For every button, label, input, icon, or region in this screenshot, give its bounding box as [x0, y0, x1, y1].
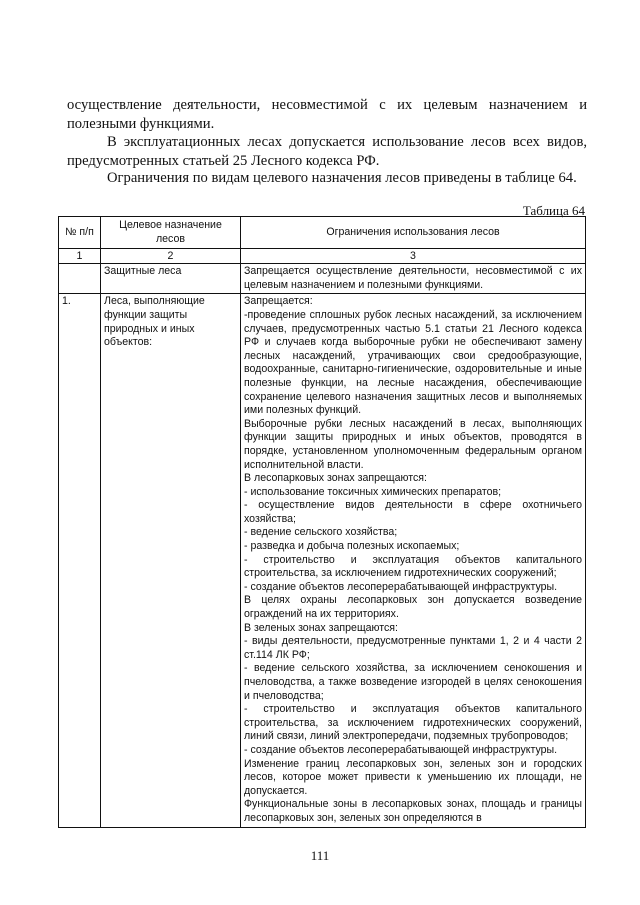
restriction-line: Запрещается:	[244, 295, 313, 308]
restriction-line: - строительство и эксплуатация объектов капитального строительства, за исключением гидротехнических сооружений;	[244, 553, 582, 580]
restriction-line: - использование токсичных химических препаратов;	[244, 485, 502, 498]
row-number	[59, 264, 101, 294]
restriction-line: Выборочные рубки лесных насаждений в лесах, выполняющих функции защиты природных и иных объектов, проводятся в порядке, установленном уполномоченным федеральным органом исполнительной власти.	[244, 417, 582, 471]
restriction-line: Функциональные зоны в лесопарковых зонах, площадь и границы лесопарковых зон, зеленых зон определяются в	[244, 798, 582, 824]
restriction-line: В зеленых зонах запрещаются:	[244, 621, 398, 634]
header-number: № п/п	[59, 217, 101, 249]
restriction-line: Изменение границ лесопарковых зон, зеленых зон и городских лесов, которое может привести к уменьшению их площади, не допускается.	[244, 757, 582, 797]
row-number: 1.	[59, 294, 101, 827]
restriction-line: В целях охраны лесопарковых зон допускается возведение ограждений на их территориях.	[244, 594, 582, 621]
intro-paragraph-3: Ограничения по видам целевого назначения лесов приведены в таблице 64.	[107, 170, 577, 186]
restriction-line: -проведение сплошных рубок лесных насаждений, за исключением случаев, предусмотренных частью 5.1 статьи 21 Лесного кодекса РФ и случаев когда выборочные рубки не обеспечивают замену лесных насаждений, утрачивающих свои средообразующие, водоохранные, санитарно-гигиенические, оздоровительные и иные полезные функции, на лесные насаждения, обеспечивающие сохранение целевого назначения защитных лесов и выполняемых ими полезных функций.	[244, 308, 582, 417]
column-number: 1	[59, 249, 101, 264]
row-purpose: Защитные леса	[101, 264, 241, 294]
intro-paragraph-1: осуществление деятельности, несовместимой с их целевым назначением и полезными функциями.	[67, 97, 587, 132]
row-restrictions	[241, 294, 586, 827]
intro-paragraph-2: В эксплуатационных лесах допускается использование лесов всех видов, предусмотренных статьей 25 Лесного кодекса РФ.	[67, 134, 587, 169]
restriction-line: - виды деятельности, предусмотренные пунктами 1, 2 и 4 части 2 ст.114 ЛК РФ;	[244, 635, 582, 661]
row-purpose: Леса, выполняющие функции защиты природных и иных объектов:	[101, 294, 241, 827]
header-purpose: Целевое назначение лесов	[101, 217, 241, 249]
table-row	[59, 264, 586, 294]
page-number: 111	[310, 848, 330, 863]
column-number: 3	[241, 249, 586, 264]
table-caption: Таблица 64	[522, 203, 585, 218]
restriction-line: - создание объектов лесоперерабатывающей инфраструктуры.	[244, 580, 558, 593]
restriction-line: Запрещается осуществление деятельности, несовместимой с их целевым назначением и полезными функциями.	[244, 265, 582, 291]
restriction-line: - ведение сельского хозяйства;	[244, 526, 398, 539]
restriction-line: - ведение сельского хозяйства, за исключением сенокошения и пчеловодства, а также возведение изгородей в целях сенокошения и пчеловодства;	[244, 662, 582, 702]
table-row	[59, 294, 586, 827]
restriction-line: - разведка и добыча полезных ископаемых;	[244, 540, 460, 553]
restriction-line: - создание объектов лесоперерабатывающей инфраструктуры.	[244, 743, 558, 756]
row-restrictions	[241, 264, 586, 294]
restriction-line: В лесопарковых зонах запрещаются:	[244, 472, 427, 485]
restriction-line: - осуществление видов деятельности в сфере охотничьего хозяйства;	[244, 499, 582, 525]
column-number: 2	[101, 249, 241, 264]
restriction-line: - строительство и эксплуатация объектов капитального строительства, за исключением гидротехнических сооружений, линий связи, линий электропередачи, подземных трубопроводов;	[244, 703, 582, 743]
column-number-row	[59, 249, 586, 264]
table-header-row	[59, 217, 586, 249]
header-restrictions: Ограничения использования лесов	[241, 217, 586, 249]
restrictions-table	[58, 216, 586, 828]
